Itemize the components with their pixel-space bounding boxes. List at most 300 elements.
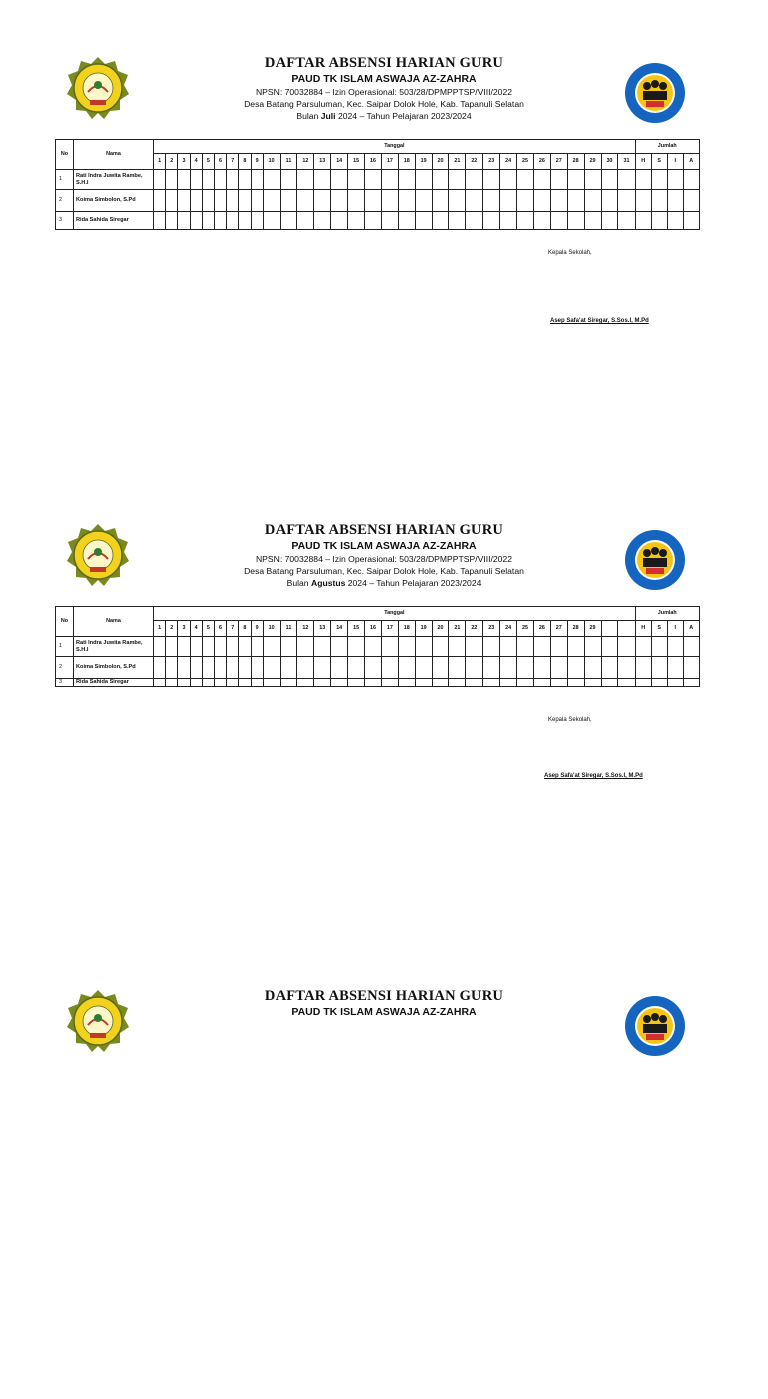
attendance-cell[interactable] (533, 637, 550, 657)
attendance-cell[interactable] (280, 657, 297, 679)
attendance-cell[interactable] (166, 170, 178, 190)
jumlah-col-header: S (651, 154, 667, 170)
table-row (56, 637, 700, 657)
attendance-cell[interactable] (239, 637, 251, 657)
attendance-cell[interactable] (398, 657, 415, 679)
day-number: 24 (500, 621, 517, 637)
attendance-cell[interactable] (348, 679, 365, 687)
attendance-cell[interactable] (263, 657, 280, 679)
day-number: 8 (239, 621, 251, 637)
attendance-cell[interactable] (432, 657, 449, 679)
attendance-cell[interactable] (533, 170, 550, 190)
attendance-cell[interactable] (381, 190, 398, 212)
attendance-cell[interactable] (415, 212, 432, 230)
school-name: PAUD TK ISLAM ASWAJA AZ-ZAHRA (291, 540, 477, 552)
attendance-cell[interactable] (432, 679, 449, 687)
day-number: 28 (567, 621, 584, 637)
attendance-cell[interactable] (415, 170, 432, 190)
teacher-name: Koima Simbolon, S.Pd (74, 657, 154, 679)
attendance-cell[interactable] (202, 679, 214, 687)
attendance-cell[interactable] (449, 190, 466, 212)
attendance-cell[interactable] (331, 637, 348, 657)
attendance-cell[interactable] (314, 679, 331, 687)
table-row (56, 679, 700, 687)
attendance-cell[interactable] (550, 637, 567, 657)
day-number: 7 (227, 621, 239, 637)
attendance-cell[interactable] (190, 679, 202, 687)
attendance-cell[interactable] (202, 637, 214, 657)
attendance-cell[interactable] (348, 637, 365, 657)
attendance-cell[interactable] (584, 679, 601, 687)
attendance-cell[interactable] (263, 212, 280, 230)
day-number: 4 (190, 621, 202, 637)
attendance-cell[interactable] (214, 170, 226, 190)
school-name: PAUD TK ISLAM ASWAJA AZ-ZAHRA (291, 73, 477, 85)
attendance-cell[interactable] (466, 637, 483, 657)
attendance-cell[interactable] (500, 657, 517, 679)
attendance-cell[interactable] (635, 679, 651, 687)
attendance-cell[interactable] (683, 657, 699, 679)
attendance-cell[interactable] (331, 190, 348, 212)
attendance-cell[interactable] (398, 170, 415, 190)
attendance-cell[interactable] (263, 190, 280, 212)
header-tanggal: Tanggal (154, 140, 636, 154)
attendance-cell[interactable] (214, 190, 226, 212)
attendance-cell[interactable] (466, 657, 483, 679)
attendance-cell[interactable] (263, 637, 280, 657)
attendance-cell[interactable] (381, 637, 398, 657)
attendance-cell[interactable] (239, 657, 251, 679)
attendance-cell[interactable] (567, 657, 584, 679)
attendance-cell[interactable] (432, 212, 449, 230)
attendance-cell[interactable] (483, 170, 500, 190)
attendance-cell[interactable] (227, 212, 239, 230)
attendance-cell[interactable] (500, 190, 517, 212)
attendance-cell[interactable] (331, 657, 348, 679)
attendance-cell[interactable] (365, 190, 382, 212)
attendance-cell[interactable] (667, 657, 683, 679)
attendance-cell[interactable] (365, 170, 382, 190)
attendance-cell[interactable] (251, 190, 263, 212)
attendance-cell[interactable] (415, 679, 432, 687)
day-number: 18 (398, 621, 415, 637)
day-number: 2 (166, 154, 178, 170)
sheet-header (0, 521, 768, 589)
attendance-cell[interactable] (314, 212, 331, 230)
header-no: No (56, 140, 74, 170)
attendance-cell[interactable] (239, 212, 251, 230)
month-line (0, 577, 768, 589)
day-number: 15 (348, 621, 365, 637)
attendance-cell[interactable] (567, 212, 584, 230)
attendance-cell[interactable] (365, 679, 382, 687)
attendance-cell[interactable] (449, 657, 466, 679)
jumlah-col-header: H (635, 621, 651, 637)
attendance-cell[interactable] (381, 212, 398, 230)
attendance-cell[interactable] (500, 637, 517, 657)
day-number: 13 (314, 154, 331, 170)
attendance-cell[interactable] (297, 170, 314, 190)
attendance-cell[interactable] (398, 212, 415, 230)
attendance-cell[interactable] (263, 170, 280, 190)
teacher-name: Rida Sahida Siregar (74, 212, 154, 230)
attendance-cell[interactable] (227, 637, 239, 657)
day-number: 17 (381, 621, 398, 637)
attendance-cell[interactable] (483, 190, 500, 212)
attendance-cell[interactable] (667, 679, 683, 687)
attendance-cell[interactable] (190, 190, 202, 212)
day-number: 26 (533, 621, 550, 637)
attendance-cell[interactable] (251, 679, 263, 687)
day-number: 5 (202, 621, 214, 637)
attendance-cell[interactable] (683, 679, 699, 687)
row-no: 1 (56, 637, 74, 657)
attendance-cell[interactable] (601, 637, 618, 657)
attendance-cell[interactable] (154, 657, 166, 679)
attendance-cell[interactable] (635, 170, 651, 190)
attendance-cell[interactable] (280, 637, 297, 657)
attendance-cell[interactable] (365, 212, 382, 230)
attendance-cell[interactable] (398, 679, 415, 687)
attendance-cell[interactable] (297, 679, 314, 687)
npsn-line: NPSN: 70032884 – Izin Operasional: 503/28/DPMPPTSP/VIII/2022 (255, 554, 513, 564)
attendance-cell[interactable] (280, 212, 297, 230)
attendance-cell[interactable] (567, 679, 584, 687)
attendance-cell[interactable] (239, 170, 251, 190)
month-name: Agustus (310, 578, 346, 588)
attendance-cell[interactable] (314, 657, 331, 679)
jumlah-col-header: S (651, 621, 667, 637)
month-prefix: Bulan (296, 111, 321, 121)
attendance-cell[interactable] (584, 170, 601, 190)
attendance-cell[interactable] (584, 637, 601, 657)
attendance-cell[interactable] (667, 637, 683, 657)
jumlah-col-header: I (667, 154, 683, 170)
attendance-cell[interactable] (251, 637, 263, 657)
attendance-cell[interactable] (651, 190, 667, 212)
day-number: 1 (154, 621, 166, 637)
attendance-cell[interactable] (517, 679, 534, 687)
attendance-cell[interactable] (584, 212, 601, 230)
attendance-cell[interactable] (651, 170, 667, 190)
attendance-cell[interactable] (398, 637, 415, 657)
attendance-cell[interactable] (297, 657, 314, 679)
attendance-cell[interactable] (314, 637, 331, 657)
attendance-cell[interactable] (348, 212, 365, 230)
attendance-cell[interactable] (601, 657, 618, 679)
day-number: 18 (398, 154, 415, 170)
attendance-cell[interactable] (227, 679, 239, 687)
attendance-cell[interactable] (683, 637, 699, 657)
teacher-name: Koima Simbolon, S.Pd (74, 190, 154, 212)
attendance-cell[interactable] (178, 170, 190, 190)
attendance-cell[interactable] (651, 679, 667, 687)
attendance-cell[interactable] (466, 170, 483, 190)
day-number: 26 (533, 154, 550, 170)
attendance-cell[interactable] (202, 170, 214, 190)
attendance-cell[interactable] (567, 190, 584, 212)
day-number: 5 (202, 154, 214, 170)
attendance-cell[interactable] (517, 657, 534, 679)
day-number: 29 (584, 154, 601, 170)
attendance-cell[interactable] (466, 679, 483, 687)
attendance-cell[interactable] (635, 657, 651, 679)
attendance-cell[interactable] (381, 679, 398, 687)
attendance-cell[interactable] (567, 637, 584, 657)
day-number: 13 (314, 621, 331, 637)
attendance-cell[interactable] (449, 679, 466, 687)
day-number: 2 (166, 621, 178, 637)
attendance-cell[interactable] (365, 637, 382, 657)
day-number: 27 (550, 154, 567, 170)
day-number: 12 (297, 621, 314, 637)
attendance-cell[interactable] (449, 637, 466, 657)
attendance-cell[interactable] (584, 190, 601, 212)
attendance-cell[interactable] (550, 657, 567, 679)
attendance-cell[interactable] (651, 637, 667, 657)
day-number: 10 (263, 621, 280, 637)
attendance-cell[interactable] (314, 190, 331, 212)
sheet-title: DAFTAR ABSENSI HARIAN GURU (264, 522, 504, 538)
day-number: 22 (466, 621, 483, 637)
attendance-cell[interactable] (500, 170, 517, 190)
attendance-cell[interactable] (517, 637, 534, 657)
month-suffix: 2024 – Tahun Pelajaran 2023/2024 (345, 578, 482, 588)
teacher-name: Rati Indra Juwita Rambe, S.H.I (74, 637, 154, 657)
attendance-cell[interactable] (348, 657, 365, 679)
attendance-cell[interactable] (280, 190, 297, 212)
kepala-name: Asep Safa'at Siregar, S.Sos.I, M.Pd (550, 318, 649, 324)
attendance-cell[interactable] (550, 190, 567, 212)
attendance-cell[interactable] (466, 190, 483, 212)
attendance-cell[interactable] (618, 170, 635, 190)
attendance-cell[interactable] (331, 212, 348, 230)
attendance-cell[interactable] (214, 679, 226, 687)
attendance-cell[interactable] (227, 657, 239, 679)
attendance-cell[interactable] (550, 679, 567, 687)
attendance-cell[interactable] (517, 190, 534, 212)
school-name: PAUD TK ISLAM ASWAJA AZ-ZAHRA (291, 1006, 477, 1018)
attendance-cell[interactable] (533, 212, 550, 230)
attendance-cell[interactable] (154, 637, 166, 657)
attendance-cell[interactable] (618, 657, 635, 679)
attendance-cell[interactable] (533, 657, 550, 679)
attendance-cell[interactable] (533, 679, 550, 687)
attendance-cell[interactable] (190, 212, 202, 230)
attendance-cell[interactable] (601, 679, 618, 687)
day-number: 20 (432, 154, 449, 170)
attendance-cell[interactable] (483, 637, 500, 657)
row-no: 2 (56, 657, 74, 679)
sheet-header (0, 54, 768, 122)
attendance-cell[interactable] (178, 637, 190, 657)
day-number: 19 (415, 154, 432, 170)
sheet-title: DAFTAR ABSENSI HARIAN GURU (264, 55, 504, 71)
attendance-cell[interactable] (618, 190, 635, 212)
attendance-cell[interactable] (214, 637, 226, 657)
attendance-cell[interactable] (667, 170, 683, 190)
attendance-cell[interactable] (166, 657, 178, 679)
attendance-cell[interactable] (227, 170, 239, 190)
attendance-cell[interactable] (314, 170, 331, 190)
attendance-cell[interactable] (500, 679, 517, 687)
attendance-cell[interactable] (178, 190, 190, 212)
attendance-cell[interactable] (517, 170, 534, 190)
jumlah-col-header: A (683, 154, 699, 170)
attendance-cell[interactable] (415, 657, 432, 679)
teacher-name: Rida Sahida Siregar (74, 679, 154, 687)
attendance-cell[interactable] (251, 170, 263, 190)
attendance-cell[interactable] (190, 637, 202, 657)
attendance-cell[interactable] (348, 170, 365, 190)
day-number: 11 (280, 621, 297, 637)
attendance-cell[interactable] (178, 657, 190, 679)
attendance-cell[interactable] (550, 212, 567, 230)
day-number: 17 (381, 154, 398, 170)
attendance-cell[interactable] (331, 170, 348, 190)
table-row (56, 190, 700, 212)
attendance-cell[interactable] (214, 657, 226, 679)
day-number: 29 (584, 621, 601, 637)
day-number: 21 (449, 154, 466, 170)
attendance-cell[interactable] (584, 657, 601, 679)
attendance-cell[interactable] (381, 170, 398, 190)
attendance-cell[interactable] (415, 637, 432, 657)
day-number: 20 (432, 621, 449, 637)
attendance-cell[interactable] (432, 190, 449, 212)
attendance-cell[interactable] (449, 212, 466, 230)
attendance-cell[interactable] (280, 679, 297, 687)
npsn-line: NPSN: 70032884 – Izin Operasional: 503/28/DPMPPTSP/VIII/2022 (255, 87, 513, 97)
attendance-cell[interactable] (683, 212, 699, 230)
attendance-cell[interactable] (202, 190, 214, 212)
attendance-cell[interactable] (348, 190, 365, 212)
attendance-cell[interactable] (202, 657, 214, 679)
attendance-cell[interactable] (190, 657, 202, 679)
attendance-cell[interactable] (190, 170, 202, 190)
jumlah-col-header: A (683, 621, 699, 637)
attendance-cell[interactable] (432, 637, 449, 657)
attendance-cell[interactable] (251, 212, 263, 230)
attendance-cell[interactable] (483, 679, 500, 687)
attendance-cell[interactable] (214, 212, 226, 230)
attendance-cell[interactable] (415, 190, 432, 212)
attendance-table (55, 139, 700, 230)
attendance-cell[interactable] (483, 657, 500, 679)
attendance-cell[interactable] (635, 637, 651, 657)
attendance-cell[interactable] (500, 212, 517, 230)
attendance-cell[interactable] (166, 637, 178, 657)
day-number: 19 (415, 621, 432, 637)
attendance-cell[interactable] (239, 190, 251, 212)
table-row (56, 212, 700, 230)
attendance-cell[interactable] (166, 190, 178, 212)
attendance-cell[interactable] (280, 170, 297, 190)
attendance-cell[interactable] (239, 679, 251, 687)
attendance-cell[interactable] (166, 679, 178, 687)
attendance-cell[interactable] (251, 657, 263, 679)
attendance-cell[interactable] (618, 679, 635, 687)
day-number: 28 (567, 154, 584, 170)
header-no: No (56, 607, 74, 637)
attendance-cell[interactable] (550, 170, 567, 190)
attendance-cell[interactable] (635, 212, 651, 230)
header-row (56, 607, 700, 621)
attendance-cell[interactable] (667, 212, 683, 230)
attendance-sheet (0, 933, 768, 1399)
header-jumlah: Jumlah (635, 140, 699, 154)
attendance-cell[interactable] (154, 212, 166, 230)
attendance-cell[interactable] (178, 212, 190, 230)
attendance-cell[interactable] (466, 212, 483, 230)
attendance-cell[interactable] (331, 679, 348, 687)
attendance-sheet (0, 467, 768, 933)
attendance-cell[interactable] (601, 170, 618, 190)
attendance-cell[interactable] (533, 190, 550, 212)
address-line: Desa Batang Parsuluman, Kec. Saipar Dolok Hole, Kab. Tapanuli Selatan (244, 99, 524, 109)
attendance-cell[interactable] (381, 657, 398, 679)
day-number: 25 (517, 621, 534, 637)
attendance-cell[interactable] (601, 190, 618, 212)
attendance-cell[interactable] (202, 212, 214, 230)
day-number: 1 (154, 154, 166, 170)
day-number: 25 (517, 154, 534, 170)
attendance-cell[interactable] (263, 679, 280, 687)
row-no: 3 (56, 212, 74, 230)
attendance-cell[interactable] (567, 170, 584, 190)
attendance-cell[interactable] (683, 170, 699, 190)
attendance-cell[interactable] (618, 637, 635, 657)
attendance-cell[interactable] (683, 190, 699, 212)
day-number: 9 (251, 154, 263, 170)
attendance-cell[interactable] (449, 170, 466, 190)
attendance-cell[interactable] (635, 190, 651, 212)
attendance-cell[interactable] (601, 212, 618, 230)
attendance-cell[interactable] (227, 190, 239, 212)
day-number: 6 (214, 621, 226, 637)
month-prefix: Bulan (286, 578, 311, 588)
attendance-cell[interactable] (483, 212, 500, 230)
attendance-cell[interactable] (297, 637, 314, 657)
day-number: 12 (297, 154, 314, 170)
attendance-cell[interactable] (667, 190, 683, 212)
day-number: 10 (263, 154, 280, 170)
attendance-cell[interactable] (297, 190, 314, 212)
attendance-cell[interactable] (166, 212, 178, 230)
attendance-cell[interactable] (178, 679, 190, 687)
attendance-cell[interactable] (365, 657, 382, 679)
day-number: 3 (178, 621, 190, 637)
attendance-cell[interactable] (297, 212, 314, 230)
attendance-cell[interactable] (432, 170, 449, 190)
attendance-cell[interactable] (517, 212, 534, 230)
day-number: 7 (227, 154, 239, 170)
month-suffix: 2024 – Tahun Pelajaran 2023/2024 (335, 111, 472, 121)
attendance-cell[interactable] (651, 212, 667, 230)
month-line (0, 110, 768, 122)
attendance-cell[interactable] (651, 657, 667, 679)
day-number (601, 621, 618, 637)
attendance-sheet (0, 0, 768, 466)
attendance-cell[interactable] (154, 170, 166, 190)
attendance-cell[interactable] (618, 212, 635, 230)
attendance-cell[interactable] (154, 190, 166, 212)
attendance-cell[interactable] (154, 679, 166, 687)
day-number: 21 (449, 621, 466, 637)
attendance-cell[interactable] (398, 190, 415, 212)
row-no: 1 (56, 170, 74, 190)
header-tanggal: Tanggal (154, 607, 636, 621)
